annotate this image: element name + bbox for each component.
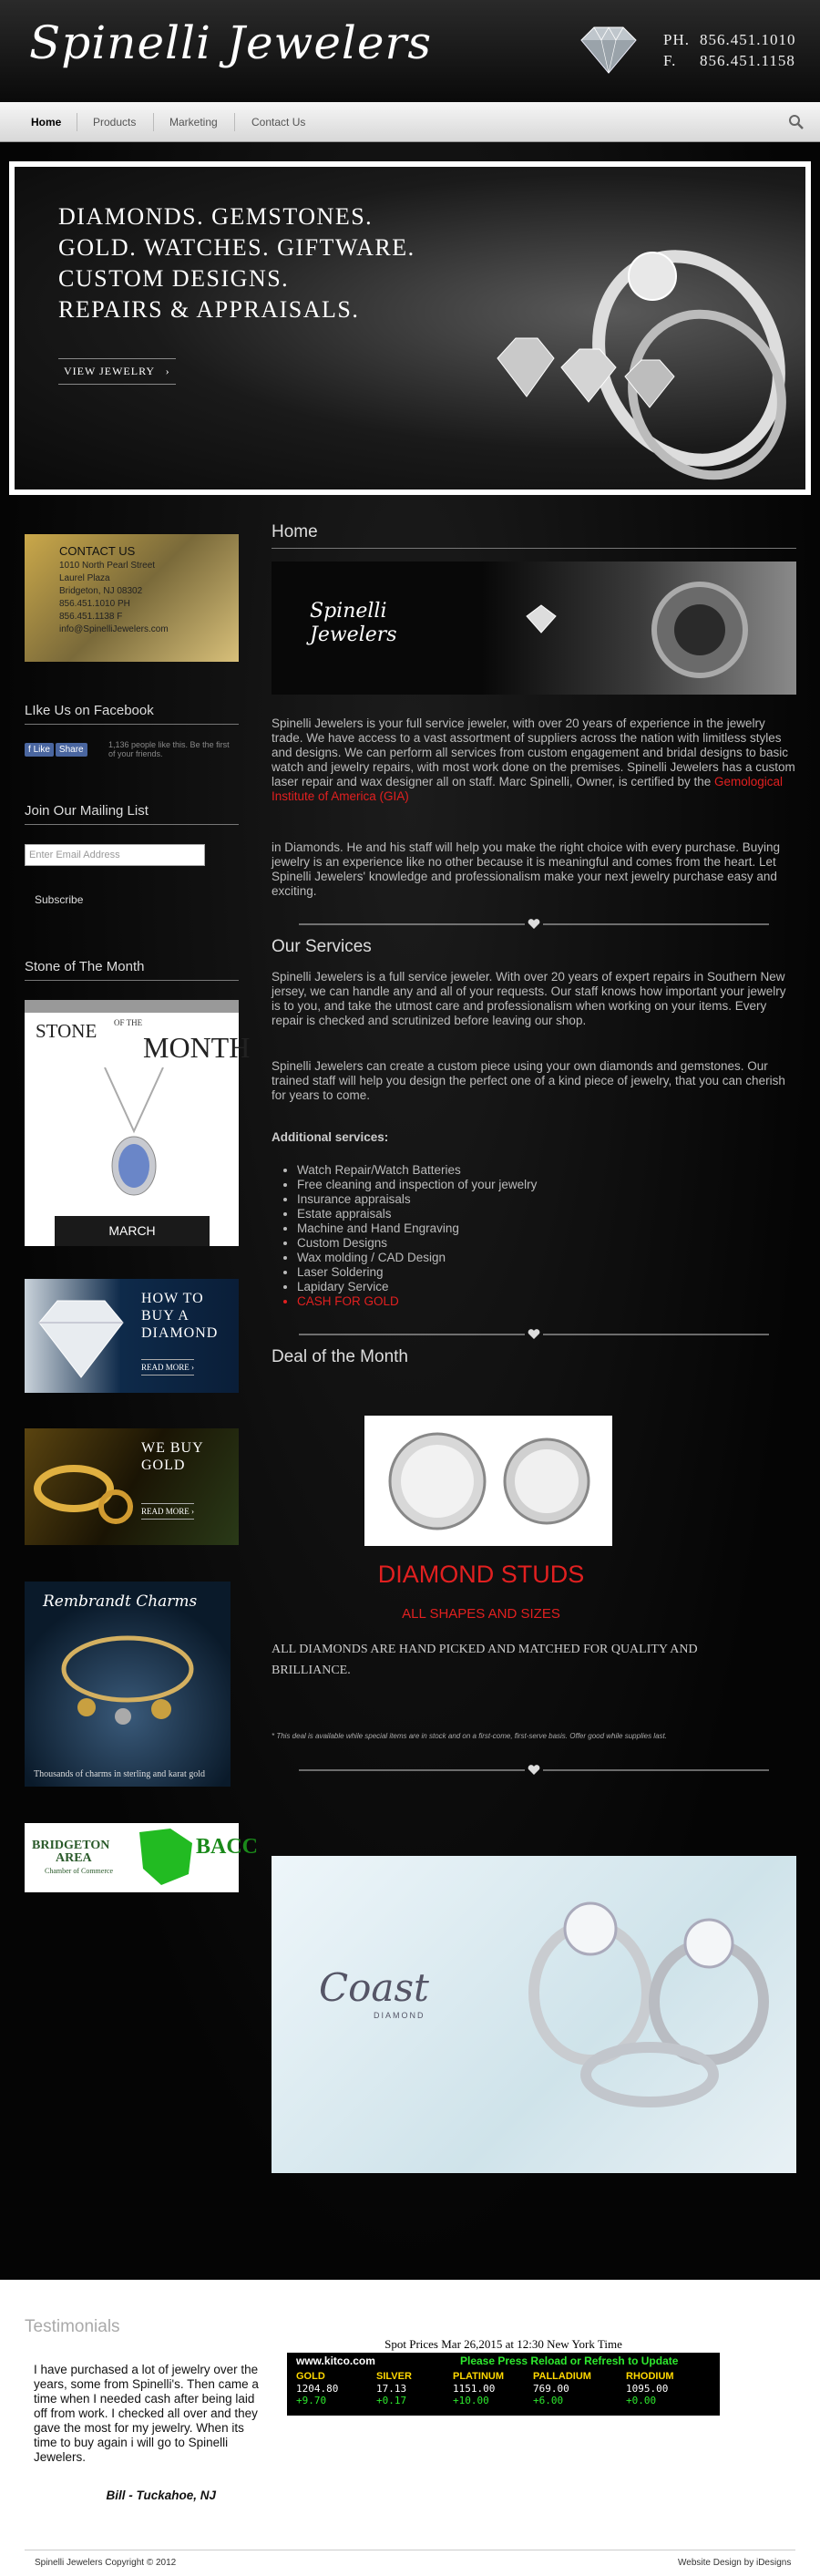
deal-disclaimer: * This deal is available while special items are in stock and on a first-come, first-serve basis. Offer good while supplies last. xyxy=(272,1732,667,1740)
bacc-text xyxy=(32,1839,113,1878)
we-buy-gold-ad[interactable] xyxy=(25,1428,239,1545)
store-banner xyxy=(272,562,796,695)
metal-price: 769.00 xyxy=(533,2383,569,2395)
page-title: Home xyxy=(272,522,796,549)
kitco-metal-column xyxy=(296,2371,378,2406)
kitco-header: Spot Prices Mar 26,2015 at 12:30 New York Time xyxy=(287,2336,720,2353)
metal-change: +10.00 xyxy=(453,2395,489,2406)
deal-subheadline: ALL SHAPES AND SIZES xyxy=(402,1606,560,1622)
diamond-studs-image xyxy=(364,1416,612,1546)
heart-divider xyxy=(272,919,796,930)
testimonial-author: Bill - Tuckahoe, NJ xyxy=(106,2488,216,2502)
contact-email[interactable]: info@SpinelliJewelers.com xyxy=(59,624,169,634)
mailing-list-title: Join Our Mailing List xyxy=(25,803,239,825)
banner-logo: Spinelli Jewelers xyxy=(310,600,397,646)
chevron-right-icon: › xyxy=(165,365,170,377)
subscribe-button[interactable]: Subscribe xyxy=(35,893,84,906)
intro-paragraph-2: in Diamonds. He and his staff will help you make the right choice with every purchase. Buying jewelry is an experience like no other because it is meaningful and comes from the heart. Let Spinelli Jewelers' knowledge and professionalism make your next jewelry purchase easy and exciting. xyxy=(272,840,781,898)
coast-diamond-ad[interactable] xyxy=(272,1856,796,2173)
ad-line: HOW TO xyxy=(141,1291,204,1306)
read-more-button[interactable]: READ MORE › xyxy=(141,1359,194,1376)
read-more-label: READ MORE xyxy=(141,1507,190,1516)
nav-item-contact-us[interactable]: Contact Us xyxy=(251,116,306,129)
deal-title: Deal of the Month xyxy=(272,1347,408,1366)
view-jewelry-label: VIEW JEWELRY xyxy=(64,365,155,377)
metal-price: 17.13 xyxy=(376,2383,407,2395)
nav-divider xyxy=(153,113,154,131)
view-jewelry-button[interactable] xyxy=(58,358,176,385)
additional-services-title: Additional services: xyxy=(272,1130,389,1144)
bacc-line: AREA xyxy=(56,1851,92,1865)
list-item: • Laser Soldering xyxy=(297,1265,796,1280)
kitco-metal-column xyxy=(626,2371,708,2406)
kitco-site[interactable]: www.kitco.com xyxy=(296,2354,375,2367)
loupe-diamond-image xyxy=(490,580,782,680)
metal-change: +9.70 xyxy=(296,2395,327,2406)
metal-name: GOLD xyxy=(296,2371,325,2382)
kitco-metal-column xyxy=(533,2371,615,2406)
rembrandt-charms-ad[interactable] xyxy=(25,1582,231,1787)
list-item: • Wax molding / CAD Design xyxy=(297,1251,796,1265)
coast-sub: DIAMOND xyxy=(374,2011,425,2020)
bacc-abbr: BACC xyxy=(196,1835,259,1859)
stone-top-band xyxy=(25,1000,239,1013)
ad-line: BUY A xyxy=(141,1308,190,1324)
nav-divider xyxy=(234,113,235,131)
kitco-metal-column xyxy=(453,2371,535,2406)
metal-change: +0.00 xyxy=(626,2395,657,2406)
stone-month-label: MARCH xyxy=(55,1216,210,1246)
facebook-like-count: 1,136 people like this. Be the first of your friends. xyxy=(108,740,230,758)
facebook-like-button[interactable]: f Like xyxy=(25,743,54,757)
metal-name: RHODIUM xyxy=(626,2371,674,2382)
how-to-buy-diamond-ad[interactable] xyxy=(25,1279,239,1393)
main-nav xyxy=(0,102,820,142)
metal-price: 1095.00 xyxy=(626,2383,669,2395)
services-paragraph: Spinelli Jewelers is a full service jeweler. With over 20 years of expert repairs in Southern New jersey, we can handle any and all of your requests. Our staff knows how important your jewelry is to you, and take the utmost care and professionalism when working on your items. Every repair is checked and scrutinized before leaving our shop. xyxy=(272,970,786,1027)
contact-address-line: 1010 North Pearl Street xyxy=(59,561,156,571)
coast-logo: Coast xyxy=(319,1965,429,2010)
rembrandt-tagline: Thousands of charms in sterling and karat gold xyxy=(34,1769,206,1779)
stone-of-month-image[interactable] xyxy=(25,1000,251,1246)
list-item: • Custom Designs xyxy=(297,1236,796,1251)
hero-headline xyxy=(58,201,415,325)
metal-price: 1151.00 xyxy=(453,2383,496,2395)
facebook-widget xyxy=(25,740,239,757)
fax-label: F. xyxy=(663,52,677,69)
list-item: • Watch Repair/Watch Batteries xyxy=(297,1163,796,1178)
search-icon[interactable] xyxy=(788,114,805,130)
kitco-metal-column xyxy=(376,2371,458,2406)
rembrandt-logo: Rembrandt Charms xyxy=(43,1592,198,1611)
contact-title: CONTACT US xyxy=(59,544,136,558)
list-item: • Machine and Hand Engraving xyxy=(297,1221,796,1236)
kitco-reload: Please Press Reload or Refresh to Update xyxy=(460,2354,679,2367)
kitco-spot-prices[interactable] xyxy=(287,2336,720,2416)
heart-divider xyxy=(272,1329,796,1340)
metal-change: +6.00 xyxy=(533,2395,564,2406)
copyright: Spinelli Jewelers Copyright © 2012 xyxy=(35,2558,177,2568)
gold-jewelry-image xyxy=(28,1443,147,1534)
fax-number: 856.451.1158 xyxy=(700,52,795,69)
site-logo[interactable]: Spinelli Jewelers xyxy=(29,16,433,69)
ring-illustration xyxy=(443,222,807,495)
engagement-rings-image xyxy=(490,1892,791,2129)
ad-line: WE BUY xyxy=(141,1440,204,1456)
services-paragraph-2: Spinelli Jewelers can create a custom piece using your own diamonds and gemstones. Our trained staff will help you design the perfect one of a kind piece of jewelry, that you can cherish for years to come. xyxy=(272,1059,785,1102)
contact-numbers xyxy=(663,29,796,71)
site-header xyxy=(0,0,820,102)
metal-change: +0.17 xyxy=(376,2395,407,2406)
map-icon xyxy=(134,1827,198,1889)
nav-item-home[interactable]: Home xyxy=(31,116,62,129)
list-item: • Free cleaning and inspection of your jewelry xyxy=(297,1178,796,1192)
bacc-line: BRIDGETON xyxy=(32,1839,110,1852)
email-field[interactable]: Enter Email Address xyxy=(25,844,205,866)
ad-line: DIAMOND xyxy=(141,1325,219,1341)
bacc-line: Chamber of Commerce xyxy=(45,1867,114,1875)
nav-item-products[interactable]: Products xyxy=(93,116,137,129)
intro-text: Spinelli Jewelers is your full service jeweler, with over 20 years of experience in the jewelry trade. We have access to a vast assortment of suppliers across the nation with limitless styles and designs. We can perform all services from custom engagement and bridal designs to basic watch and jewelry repairs, with most work done on the premises. Spinelli Jewelers has a custom laser repair and wax designer all on staff. Marc Spinelli, Owner, is certified by the xyxy=(272,716,795,788)
additional-services-list xyxy=(272,1163,796,1309)
metal-name: SILVER xyxy=(376,2371,412,2382)
ad-line: GOLD xyxy=(141,1458,186,1473)
nav-item-marketing[interactable]: Marketing xyxy=(169,116,218,129)
contact-address-line: Laurel Plaza xyxy=(59,573,110,583)
list-item: • Insurance appraisals xyxy=(297,1192,796,1207)
gia-link[interactable]: Gemological Institute of America (GIA) xyxy=(272,775,784,803)
list-item: • Lapidary Service xyxy=(297,1280,796,1294)
contact-phone: 856.451.1010 PH xyxy=(59,599,130,609)
deal-headline: DIAMOND STUDS xyxy=(377,1561,585,1588)
testimonials-title: Testimonials xyxy=(25,2317,120,2336)
intro-paragraph xyxy=(272,716,796,826)
stone-of-month-title: Stone of The Month xyxy=(25,959,239,981)
stud-earrings-image xyxy=(364,1416,612,1546)
facebook-share-button[interactable]: Share xyxy=(56,743,87,757)
cash-for-gold-link[interactable]: • CASH FOR GOLD xyxy=(297,1294,796,1309)
hero-line: REPAIRS & APPRAISALS. xyxy=(58,296,360,323)
aquamarine-pendant xyxy=(97,1067,170,1204)
facebook-widget-title: LIke Us on Facebook xyxy=(25,703,239,725)
bacc-logo[interactable] xyxy=(25,1823,259,1892)
metal-price: 1204.80 xyxy=(296,2383,339,2395)
hero-line: DIAMONDS. GEMSTONES. xyxy=(58,203,374,230)
phone-label: PH. xyxy=(663,31,690,48)
contact-card xyxy=(25,534,239,662)
metal-name: PLATINUM xyxy=(453,2371,505,2382)
metal-name: PALLADIUM xyxy=(533,2371,591,2382)
phone-number[interactable]: 856.451.1010 xyxy=(700,31,796,48)
diamond-icon xyxy=(30,1292,132,1383)
read-more-label: READ MORE xyxy=(141,1363,190,1372)
stone-image-ofthe: OF THE xyxy=(114,1018,143,1027)
testimonial-quote: I have purchased a lot of jewelry over the years, some from Spinelli's. Then came a time when I needed cash after being laid off from work. I checked all over and they gave the most for my jewelry. When its time to buy again i will go to Spinelli Jewelers. xyxy=(34,2363,259,2464)
deal-description: ALL DIAMONDS ARE HAND PICKED AND MATCHED FOR QUALITY AND BRILLIANCE. xyxy=(272,1643,698,1677)
stone-image-month: MONTH xyxy=(143,1031,251,1064)
stone-image-word: STONE xyxy=(36,1020,97,1042)
hero-line: CUSTOM DESIGNS. xyxy=(58,265,290,292)
heart-divider xyxy=(272,1765,796,1776)
read-more-button[interactable]: READ MORE › xyxy=(141,1503,194,1520)
diamond-icon xyxy=(572,20,645,77)
design-credit[interactable]: Website Design by iDesigns xyxy=(678,2558,792,2568)
list-item: • Estate appraisals xyxy=(297,1207,796,1221)
hero-line: GOLD. WATCHES. GIFTWARE. xyxy=(58,234,415,261)
charm-bracelet-image xyxy=(50,1623,205,1751)
contact-address-line: Bridgeton, NJ 08302 xyxy=(59,586,143,596)
hero-banner[interactable] xyxy=(9,161,811,495)
like-label: Like xyxy=(33,745,50,755)
services-title: Our Services xyxy=(272,937,372,956)
contact-fax: 856.451.1138 F xyxy=(59,612,123,622)
